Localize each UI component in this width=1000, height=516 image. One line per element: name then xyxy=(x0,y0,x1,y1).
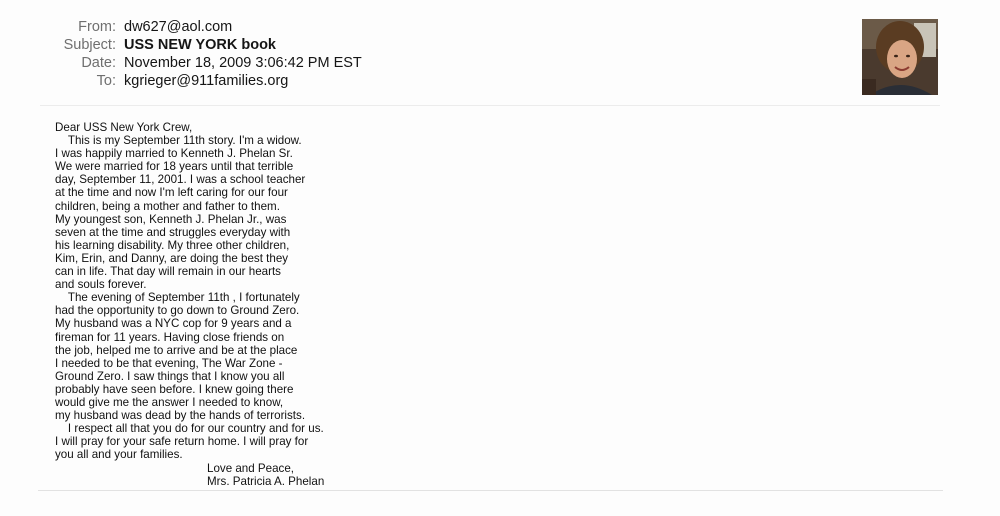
from-value: dw627@aol.com xyxy=(124,19,233,35)
date-value: November 18, 2009 3:06:42 PM EST xyxy=(124,55,362,71)
header-divider xyxy=(40,105,940,106)
to-value: kgrieger@911families.org xyxy=(124,73,289,89)
subject-value: USS NEW YORK book xyxy=(124,37,276,53)
subject-label: Subject: xyxy=(63,37,116,53)
letter-closing xyxy=(207,462,324,488)
date-row xyxy=(40,54,362,72)
letter-paragraph-2: The evening of September 11th , I fortunately had the opportunity to go down to Ground Zero. My husband was a NYC cop for 9 years and a fireman for 11 years. Having close friends on the job, helped me to arrive and be at the place I needed to be that evening, The War Zone - Ground Zero. I saw things that I know you all probably have seen before. I knew going there would give me the answer I needed to know, my husband was dead by the hands of terrorists. xyxy=(55,291,306,423)
closing-phrase: Love and Peace, xyxy=(207,462,295,475)
from-label: From: xyxy=(78,19,116,35)
bottom-divider xyxy=(38,490,943,491)
sender-photo-graphic xyxy=(862,19,938,95)
from-row xyxy=(40,18,362,36)
date-label: Date: xyxy=(81,55,116,71)
letter-body xyxy=(55,121,375,461)
letter-greeting: Dear USS New York Crew, xyxy=(55,121,193,134)
to-label: To: xyxy=(96,73,116,89)
to-row xyxy=(40,72,362,90)
subject-row xyxy=(40,36,362,54)
email-header xyxy=(40,18,362,90)
signature: Mrs. Patricia A. Phelan xyxy=(207,475,325,489)
letter-paragraph-3: I respect all that you do for our country and for us. I will pray for your safe return home. I will pray for you all and your families. xyxy=(55,422,324,462)
sender-photo-icon xyxy=(862,19,938,95)
letter-paragraph-1: This is my September 11th story. I'm a widow. I was happily married to Kenneth J. Phelan Sr. We were married for 18 years until that terrible day, September 11, 2001. I was a school teacher at the time and now I'm left caring for our four children, being a mother and father to them. My youngest son, Kenneth J. Phelan Jr., was seven at the time and struggles everyday with his learning disability. My three other children, Kim, Erin, and Danny, are doing the best they can in life. That day will remain in our hearts and souls forever. xyxy=(55,134,306,292)
